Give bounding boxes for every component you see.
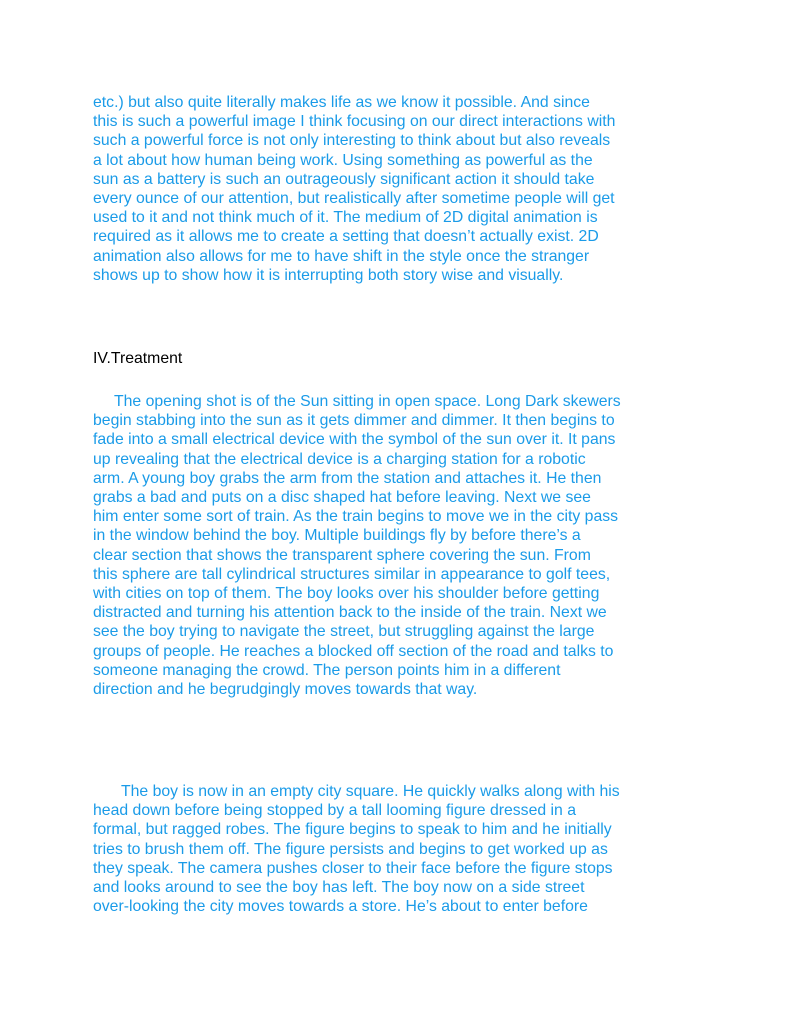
text-line: head down before being stopped by a tall looming figure dressed in a <box>93 802 577 820</box>
paragraph-treatment-1 <box>93 392 708 699</box>
section-heading <box>93 349 182 368</box>
text-line: sun as a battery is such an outrageously significant action it should take <box>93 170 595 188</box>
text-line: this is such a powerful image I think focusing on our direct interactions with <box>93 113 616 131</box>
text-line: clear section that shows the transparent sphere covering the sun. From <box>93 546 591 564</box>
text-line: animation also allows for me to have shift in the style once the stranger <box>93 247 590 265</box>
text-line: required as it allows me to create a setting that doesn’t actually exist. 2D <box>93 228 599 246</box>
text-line: with cities on top of them. The boy looks over his shoulder before getting <box>93 585 600 603</box>
text-line: a lot about how human being work. Using something as powerful as the <box>93 151 593 169</box>
text-line: him enter some sort of train. As the train begins to move we in the city pass <box>93 508 619 526</box>
text-line: see the boy trying to navigate the street, but struggling against the large <box>93 623 595 641</box>
text-line: such a powerful force is not only interesting to think about but also reveals <box>93 132 611 150</box>
text-line: direction and he begrudgingly moves towards that way. <box>93 681 478 699</box>
text-line: someone managing the crowd. The person points him in a different <box>93 661 561 679</box>
text-line: in the window behind the boy. Multiple buildings fly by before there’s a <box>93 527 581 545</box>
text-line: arm. A young boy grabs the arm from the station and attaches it. He then <box>93 469 602 487</box>
text-line: grabs a bad and puts on a disc shaped hat before leaving. Next we see <box>93 489 591 507</box>
text-line: every ounce of our attention, but realistically after sometime people will get <box>93 190 615 208</box>
text-line: etc.) but also quite literally makes life as we know it possible. And since <box>93 94 590 111</box>
text-line: tries to brush them off. The figure persists and begins to get worked up as <box>93 840 608 858</box>
text-line: used to it and not think much of it. The medium of 2D digital animation is <box>93 209 598 227</box>
text-line: up revealing that the electrical device is a charging station for a robotic <box>93 450 586 468</box>
text-line: this sphere are tall cylindrical structures similar in appearance to golf tees, <box>93 565 611 583</box>
text-line: groups of people. He reaches a blocked off section of the road and talks to <box>93 642 614 660</box>
text-line: fade into a small electrical device with the symbol of the sun over it. It pans <box>93 431 616 449</box>
text-line: over-looking the city moves towards a store. He’s about to enter before <box>93 898 588 916</box>
text-line: The opening shot is of the Sun sitting in open space. Long Dark skewers <box>114 393 621 410</box>
paragraph-treatment-2 <box>93 782 708 916</box>
text-line: The boy is now in an empty city square. He quickly walks along with his <box>121 783 620 800</box>
section-number: IV. <box>93 350 111 367</box>
section-title: Treatment <box>110 350 183 367</box>
text-line: shows up to show how it is interrupting both story wise and visually. <box>93 266 564 284</box>
text-line: formal, but ragged robes. The figure begins to speak to him and he initially <box>93 821 612 839</box>
text-line: they speak. The camera pushes closer to their face before the figure stops <box>93 859 613 877</box>
text-line: and looks around to see the boy has left. The boy now on a side street <box>93 879 585 897</box>
text-line: begin stabbing into the sun as it gets dimmer and dimmer. It then begins to <box>93 412 615 430</box>
paragraph-intro-continuation <box>93 93 708 285</box>
text-line: distracted and turning his attention back to the inside of the train. Next we <box>93 604 607 622</box>
